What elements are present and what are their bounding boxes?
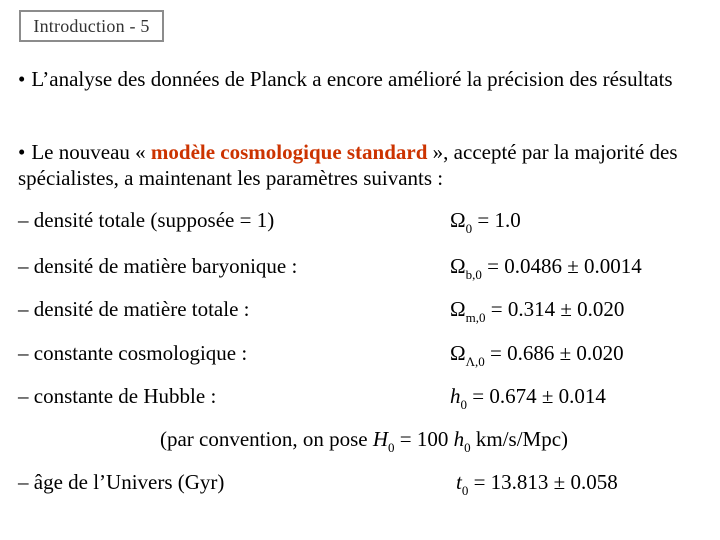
- param-value: $h_0 = 0.674 \pm 0.014$: [450, 384, 606, 412]
- param-value: $\Omega_{m,0} = 0.314 \pm 0.020$: [450, 297, 625, 325]
- hubble-convention-note: (par convention, on pose $H_0 = 100$ $h_0$ km/s/Mpc): [159, 427, 569, 455]
- bullet-text: L’analyse des données de Planck a encore amélioré la précision des résultats: [31, 67, 673, 91]
- param-label: – densité de matière totale :: [18, 297, 250, 321]
- bullet-text-start: Le nouveau «: [31, 140, 151, 164]
- param-label: – densité totale (supposée = 1): [18, 208, 275, 232]
- param-row-total-density: [18, 205, 708, 235]
- param-label: – constante cosmologique :: [18, 341, 248, 365]
- param-row-cosmological-constant: [18, 338, 708, 368]
- param-row-universe-age: [18, 467, 708, 497]
- bullet-standard-model: [18, 139, 698, 191]
- param-value: $\Omega_0 = 1.0$: [450, 208, 521, 236]
- param-value: $\Omega_{\Lambda,0} = 0.686 \pm 0.020$: [450, 341, 624, 369]
- param-label: – constante de Hubble :: [18, 384, 217, 408]
- param-label: – densité de matière baryonique :: [18, 254, 298, 278]
- bullet-text-end: », accepté par la majorité des spécialistes, a maintenant les paramètres suivants :: [18, 140, 678, 190]
- param-label: – âge de l’Univers (Gyr): [18, 470, 225, 494]
- bullet-marker: •: [18, 140, 26, 164]
- slide-number-label: Introduction - 5: [19, 10, 164, 42]
- param-row-hubble-constant: [18, 381, 708, 411]
- param-row-baryonic-density: [18, 251, 708, 281]
- param-value: $t_0 = 13.813 \pm 0.058$: [456, 470, 618, 498]
- bullet-marker: •: [18, 67, 26, 91]
- highlighted-term: modèle cosmologique standard: [150, 140, 428, 164]
- bullet-planck-analysis: [18, 66, 698, 92]
- param-value: $\Omega_{b,0} = 0.0486 \pm 0.0014$: [450, 254, 642, 282]
- param-row-matter-density: [18, 294, 708, 324]
